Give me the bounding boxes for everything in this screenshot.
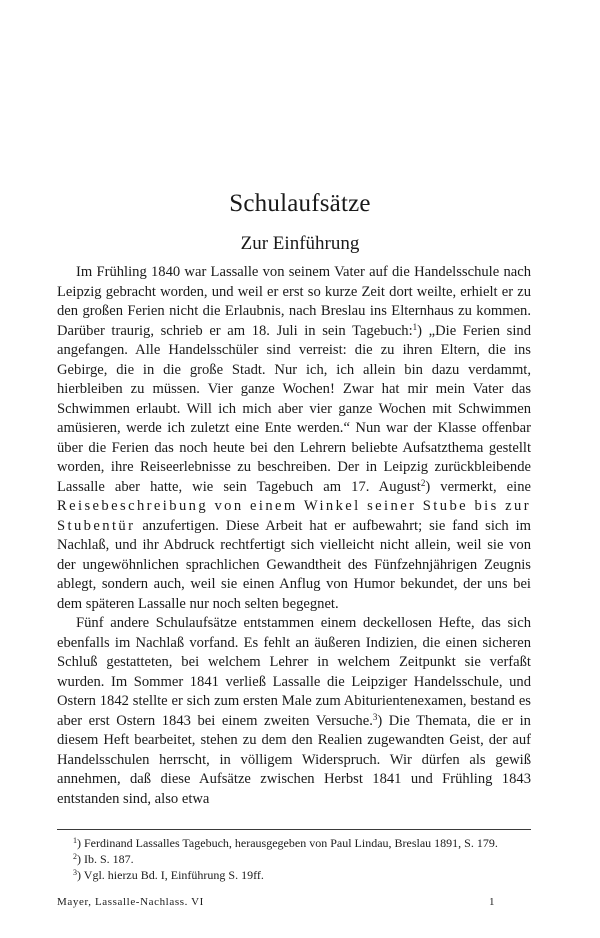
paragraph-1-part-b: ) „Die Ferien sind angefangen. Alle Handelsschüler sind verreist: die zu ihren Eltern, die ins Gebirge, die in die große Stadt. Nur ich, ich allein bin dazu verdammt, hierbleiben zu müssen. Vier ganze Wochen! Zwar hat mir mein Vater das Schwimmen erlaubt. Will ich mich aber vier ganze Wochen mit Schwimmen amüsieren, werde ich zuletzt eine Ente werden.“ Nun war der Klasse offenbar über die Ferien das noch heute bei den Lehrern beliebte Aufsatzthema gestellt worden, ihre Reiseerlebnisse zu beschreiben. Der in Leipzig zurückbleibende Lassalle aber hatte, wie sein Tagebuch am 17. August: [57, 322, 532, 495]
footnote-1: [57, 835, 531, 851]
footnotes: [57, 835, 531, 883]
footnote-ref-1: 1: [412, 321, 418, 332]
footnote-divider: [57, 829, 531, 830]
paragraph-2-part-b: ) Die Themata, die er in diesem Heft bearbeitet, stehen zu dem den Realien zugewandten Geist, der auf Handelsschulen herrscht, in völligem Widerspruch. Wir dürfen als gewiß annehmen, daß diese Aufsätze zwischen Herbst 1841 und Frühling 1843 entstanden sind, also etwa: [57, 712, 531, 807]
paragraph-2: [57, 614, 531, 809]
footnote-ref-2: 2: [420, 477, 426, 488]
footnote-2: [57, 851, 531, 867]
paragraph-1-part-d: anzufertigen. Diese Arbeit hat er aufbewahrt; sie fand sich im Nachlaß, und ihr Abdruck rechtfertigt sich vielleicht nicht allein, weil sie von der ungewöhnlichen sprachlichen Gewandtheit des Fünfzehnjährigen Zeugnis ablegt, sondern auch, weil sie einen Anflug von Humor bekundet, der uns bei dem späteren Lassalle nur noch selten begegnet.: [57, 517, 531, 612]
page-title: Schulaufsätze: [229, 190, 371, 217]
footnote-text: ) Ib. S. 187.: [77, 852, 134, 866]
footnote-3: [57, 867, 531, 883]
paragraph-1-part-a: Im Frühling 1840 war Lassalle von seinem Vater auf die Handelsschule nach Leipzig gebracht worden, und weil er erst so kurze Zeit dort weilte, erhielt er zu den großen Ferien nicht die Erlaubnis, nach Breslau ins Elternhaus zu kommen. Darüber traurig, schrieb er am 18. Juli in sein Tagebuch:: [57, 264, 531, 339]
page-number: 1: [489, 896, 495, 908]
paragraph-1-part-c: ) vermerkt, eine: [425, 478, 531, 495]
footnote-mark: 3: [73, 868, 77, 877]
spaced-emphasis: Reisebeschreibung von einem Winkel seiner Stube bis zur Stubentür: [57, 498, 531, 534]
footnote-mark: 1: [73, 836, 77, 845]
footnote-ref-3: 3: [372, 711, 378, 722]
paragraph-2-part-a: Fünf andere Schulaufsätze entstammen einem deckellosen Hefte, das sich ebenfalls im Nachlaß vorfand. Es fehlt an äußeren Indizien, die einen sicheren Schluß gestatteten, bei welchem Lehrer in welchem Zeitpunkt sie verfaßt wurden. Im Sommer 1841 verließ Lassalle die Leipziger Handelsschule, und Ostern 1842 stellte er sich zum ersten Male zum Abiturientenexamen, bestand es aber erst Ostern 1843 bei einem zweiten Versuche.: [57, 615, 531, 729]
section-subtitle: Zur Einführung: [240, 233, 360, 254]
signature-mark: Mayer, Lassalle-Nachlass. VI: [57, 896, 204, 908]
footnote-text: ) Ferdinand Lassalles Tagebuch, herausgegeben von Paul Lindau, Breslau 1891, S. 179.: [77, 836, 498, 850]
paragraph-1: [57, 263, 531, 614]
footnote-mark: 2: [73, 852, 77, 861]
footnote-text: ) Vgl. hierzu Bd. I, Einführung S. 19ff.: [77, 868, 264, 882]
main-text: [57, 263, 531, 809]
